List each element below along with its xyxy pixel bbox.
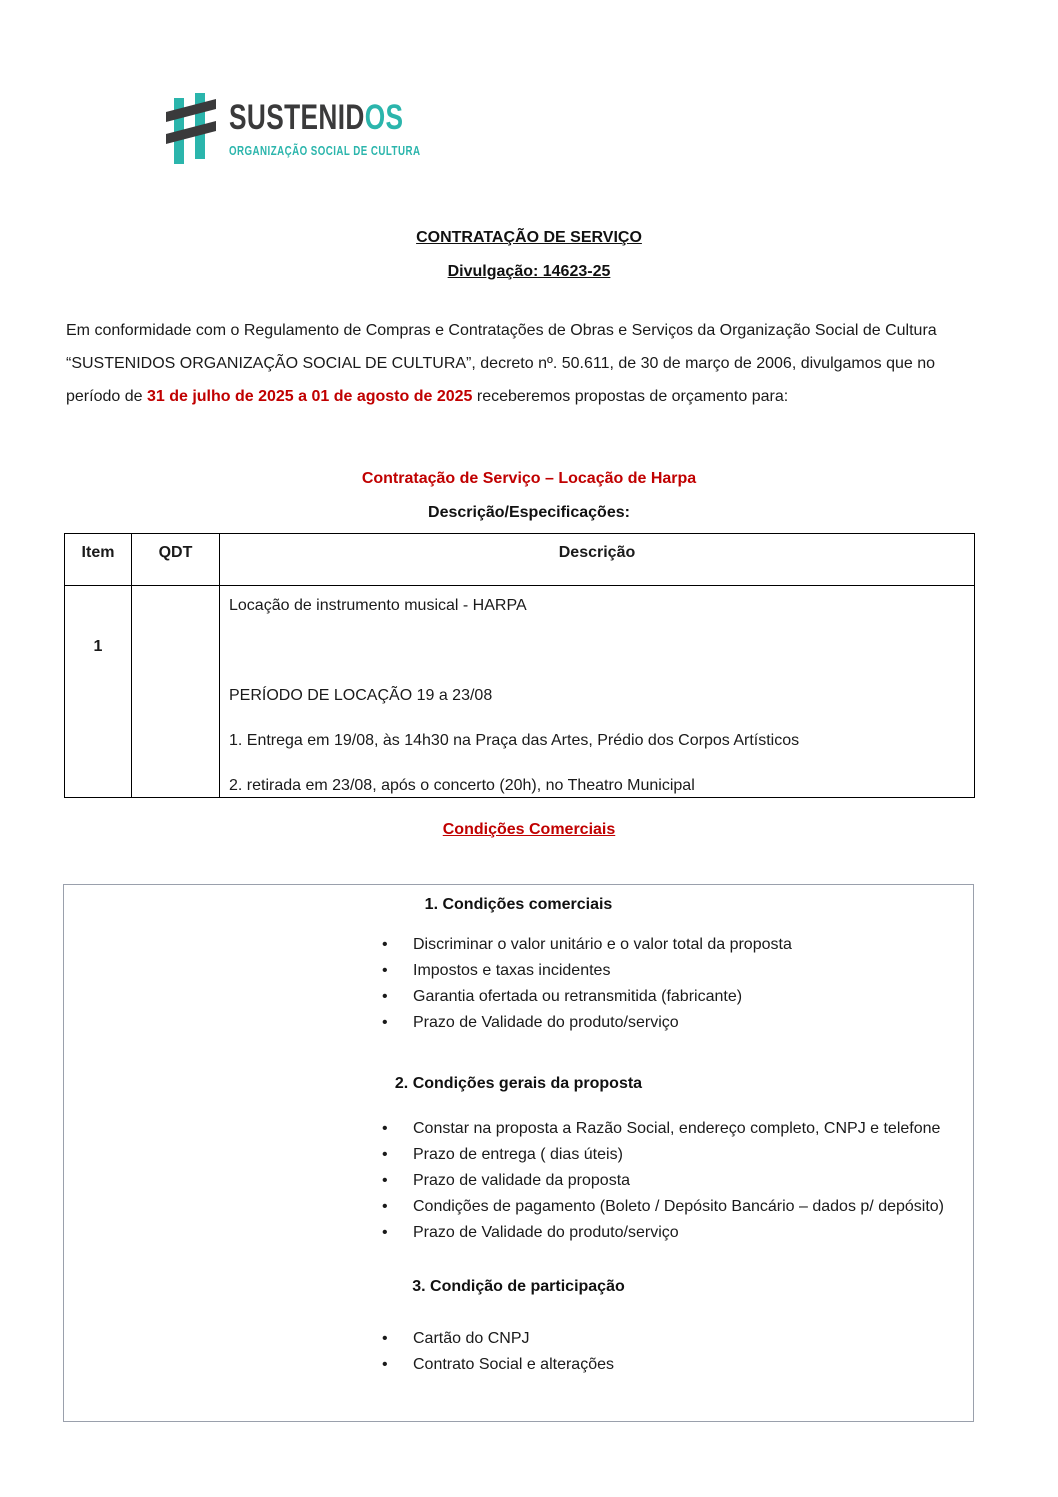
list-item: • Garantia ofertada ou retransmitida (fabricante): [413, 984, 953, 1010]
specification-table: [64, 533, 975, 798]
list-item: • Impostos e taxas incidentes: [413, 958, 953, 984]
intro-text-before: Em conformidade com o Regulamento de Compras e Contratações de Obras e Serviços da Organização Social de Cultura “SUSTENIDOS ORGANIZAÇÃO SOCIAL DE CULTURA”, decreto nº. 50.611, de 30 de março de 2006, divulgamos que no período de: [66, 322, 937, 405]
description-line: 2. retirada em 23/08, após o concerto (20h), no Theatro Municipal: [229, 777, 695, 794]
participation-conditions-list: [413, 1326, 953, 1378]
list-item: • Contrato Social e alterações: [413, 1352, 953, 1378]
service-subtitle: Descrição/Especificações:: [428, 504, 630, 521]
section-heading-commercial-conditions: 1. Condições comerciais: [424, 896, 613, 913]
service-title: Contratação de Serviço – Locação de Harpa: [361, 470, 697, 487]
list-item: • Discriminar o valor unitário e o valor total da proposta: [413, 932, 953, 958]
document-title: CONTRATAÇÃO DE SERVIÇO: [416, 229, 642, 246]
intro-date-range: 31 de julho de 2025 a 01 de agosto de 2025: [146, 388, 473, 405]
column-header-qdt: QDT: [132, 534, 220, 586]
cell-qdt: [132, 586, 220, 798]
table-header-row: [65, 534, 975, 586]
list-item: • Prazo de Validade do produto/serviço: [413, 1010, 953, 1036]
commercial-conditions-list: [413, 932, 953, 1036]
section-heading-proposal-conditions: 2. Condições gerais da proposta: [394, 1075, 643, 1092]
sharp-sign-icon: [166, 90, 216, 168]
list-item: • Constar na proposta a Razão Social, endereço completo, CNPJ e telefone: [413, 1116, 953, 1142]
sustenidos-logo: [166, 90, 484, 168]
logo-text: [229, 90, 420, 157]
proposal-conditions-list: [413, 1116, 953, 1246]
commercial-conditions-title: Condições Comerciais: [442, 821, 616, 838]
conditions-box: [63, 884, 974, 1422]
cell-item-number: 1: [65, 586, 132, 798]
brand-name: [229, 100, 420, 135]
list-item: • Cartão do CNPJ: [413, 1326, 953, 1352]
brand-name-dark: SUSTENID: [229, 98, 365, 137]
column-header-item: Item: [65, 534, 132, 586]
cell-description: [220, 586, 975, 798]
brand-tagline: ORGANIZAÇÃO SOCIAL DE CULTURA: [229, 143, 421, 158]
column-header-descricao: Descrição: [220, 534, 975, 586]
document-number: Divulgação: 14623-25: [447, 263, 611, 280]
description-line: Locação de instrumento musical - HARPA: [229, 597, 527, 614]
description-line: 1. Entrega em 19/08, às 14h30 na Praça das Artes, Prédio dos Corpos Artísticos: [229, 732, 800, 749]
table-row: [65, 586, 975, 798]
intro-paragraph: [66, 314, 984, 413]
list-item: • Condições de pagamento (Boleto / Depósito Bancário – dados p/ depósito): [413, 1194, 953, 1220]
description-line: PERÍODO DE LOCAÇÃO 19 a 23/08: [229, 687, 493, 704]
list-item: • Prazo de validade da proposta: [413, 1168, 953, 1194]
list-item: • Prazo de Validade do produto/serviço: [413, 1220, 953, 1246]
brand-name-accent: OS: [364, 98, 404, 137]
section-heading-participation-conditions: 3. Condição de participação: [412, 1278, 625, 1295]
intro-text-after: receberemos propostas de orçamento para:: [472, 388, 789, 405]
list-item: • Prazo de entrega ( dias úteis): [413, 1142, 953, 1168]
